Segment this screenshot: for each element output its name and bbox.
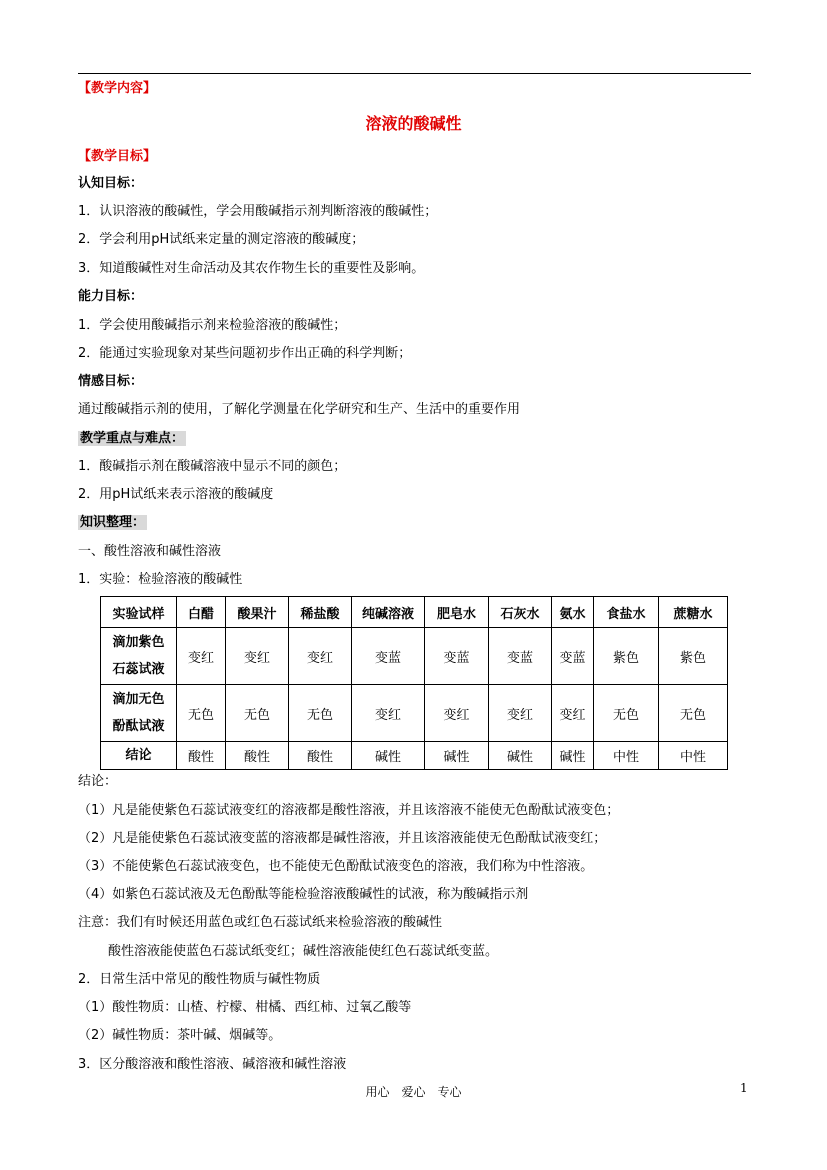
row-header-line: 滴加无色 <box>112 692 165 707</box>
table-cell: 无色 <box>289 685 352 742</box>
table-row <box>101 628 728 685</box>
table-header-cell: 氨水 <box>552 597 594 628</box>
daily-item: （2）碱性物质：茶叶碱、烟碱等。 <box>78 1028 282 1043</box>
table-cell: 酸性 <box>177 742 226 770</box>
row-header-line: 滴加紫色 <box>112 635 165 650</box>
table-cell: 中性 <box>594 742 659 770</box>
note-text: 酸性溶液能使蓝色石蕊试纸变红；碱性溶液能使红色石蕊试纸变蓝。 <box>108 944 499 959</box>
daily-item: （1）酸性物质：山楂、柠檬、柑橘、西红柿、过氧乙酸等 <box>78 1000 412 1015</box>
table-cell: 变蓝 <box>425 628 489 685</box>
table-cell: 变蓝 <box>352 628 425 685</box>
keypoints-heading: 教学重点与难点： <box>80 431 185 446</box>
experiment-table <box>100 596 728 770</box>
emotion-text: 通过酸碱指示剂的使用，了解化学测量在化学研究和生产、生活中的重要作用 <box>78 402 521 417</box>
table-cell: 碱性 <box>552 742 594 770</box>
item3-heading: 3．区分酸溶液和酸性溶液、碱溶液和碱性溶液 <box>78 1057 347 1072</box>
table-cell: 变红 <box>226 628 289 685</box>
keypoint-item: 1．酸碱指示剂在酸碱溶液中显示不同的颜色； <box>78 459 347 474</box>
cognitive-heading: 认知目标： <box>78 176 144 191</box>
row-header-cell <box>101 685 177 742</box>
conclusion-item: （3）不能使紫色石蕊试液变色，也不能使无色酚酞试液变色的溶液，我们称为中性溶液。 <box>78 859 594 874</box>
cognitive-item: 2．学会利用pH试纸来定量的测定溶液的酸碱度； <box>78 232 365 247</box>
ability-heading: 能力目标： <box>78 289 144 304</box>
row-header-line: 石蕊试液 <box>112 662 165 677</box>
conclusion-item: （4）如紫色石蕊试液及无色酚酞等能检验溶液酸碱性的试液，称为酸碱指示剂 <box>78 887 529 902</box>
conclusion-item: （2）凡是能使紫色石蕊试液变蓝的溶液都是碱性溶液，并且该溶液能使无色酚酞试液变红； <box>78 831 607 846</box>
table-cell: 紫色 <box>659 628 728 685</box>
keypoint-item: 2．用pH试纸来表示溶液的酸碱度 <box>78 487 274 502</box>
cognitive-item: 3．知道酸碱性对生命活动及其农作物生长的重要性及影响。 <box>78 261 425 276</box>
table-header-cell: 稀盐酸 <box>289 597 352 628</box>
ability-item: 2．能通过实验现象对某些问题初步作出正确的科学判断； <box>78 346 412 361</box>
table-row <box>101 742 728 770</box>
header-tag: 【教学内容】 <box>78 81 157 96</box>
table-cell: 中性 <box>659 742 728 770</box>
row-header-cell <box>101 628 177 685</box>
experiment-title: 1．实验：检验溶液的酸碱性 <box>78 572 243 587</box>
knowledge-heading: 知识整理： <box>80 515 146 530</box>
header-rule <box>78 73 751 74</box>
table-cell: 变蓝 <box>552 628 594 685</box>
table-cell: 变红 <box>489 685 552 742</box>
table-header-cell: 实验试样 <box>101 597 177 628</box>
table-cell: 变红 <box>177 628 226 685</box>
table-cell: 变红 <box>552 685 594 742</box>
table-header-cell: 肥皂水 <box>425 597 489 628</box>
emotion-heading: 情感目标： <box>78 374 144 389</box>
ability-item: 1．学会使用酸碱指示剂来检验溶液的酸碱性； <box>78 318 347 333</box>
table-cell: 变蓝 <box>489 628 552 685</box>
table-header-cell: 纯碱溶液 <box>352 597 425 628</box>
table-cell: 紫色 <box>594 628 659 685</box>
page-title: 溶液的酸碱性 <box>365 114 462 133</box>
table-cell: 无色 <box>226 685 289 742</box>
table-cell: 酸性 <box>289 742 352 770</box>
table-header-cell: 食盐水 <box>594 597 659 628</box>
table-header-cell: 白醋 <box>177 597 226 628</box>
daily-heading: 2．日常生活中常见的酸性物质与碱性物质 <box>78 972 321 987</box>
table-cell: 酸性 <box>226 742 289 770</box>
table-row <box>101 685 728 742</box>
conclusion-item: （1）凡是能使紫色石蕊试液变红的溶液都是酸性溶液，并且该溶液不能使无色酚酞试液变色； <box>78 803 620 818</box>
table-header-cell: 蔗糖水 <box>659 597 728 628</box>
note-text: 注意：我们有时候还用蓝色或红色石蕊试纸来检验溶液的酸碱性 <box>78 915 443 930</box>
table-header-row <box>101 597 728 628</box>
page-footer: 用心 爱心 专心 <box>365 1085 462 1099</box>
table-cell: 无色 <box>177 685 226 742</box>
table-cell: 变红 <box>352 685 425 742</box>
table-cell: 碱性 <box>425 742 489 770</box>
page-number: 1 <box>740 1081 748 1095</box>
row-header-cell: 结论 <box>101 742 177 770</box>
table-header-cell: 酸果汁 <box>226 597 289 628</box>
conclusion-heading: 结论： <box>78 774 118 789</box>
table-cell: 变红 <box>425 685 489 742</box>
goals-tag: 【教学目标】 <box>78 149 157 164</box>
table-cell: 无色 <box>594 685 659 742</box>
table-cell: 碱性 <box>489 742 552 770</box>
row-header-line: 酚酞试液 <box>112 719 165 734</box>
table-cell: 无色 <box>659 685 728 742</box>
cognitive-item: 1．认识溶液的酸碱性，学会用酸碱指示剂判断溶液的酸碱性； <box>78 204 438 219</box>
table-header-cell: 石灰水 <box>489 597 552 628</box>
table-cell: 变红 <box>289 628 352 685</box>
section-heading: 一、酸性溶液和碱性溶液 <box>78 544 222 559</box>
table-cell: 碱性 <box>352 742 425 770</box>
